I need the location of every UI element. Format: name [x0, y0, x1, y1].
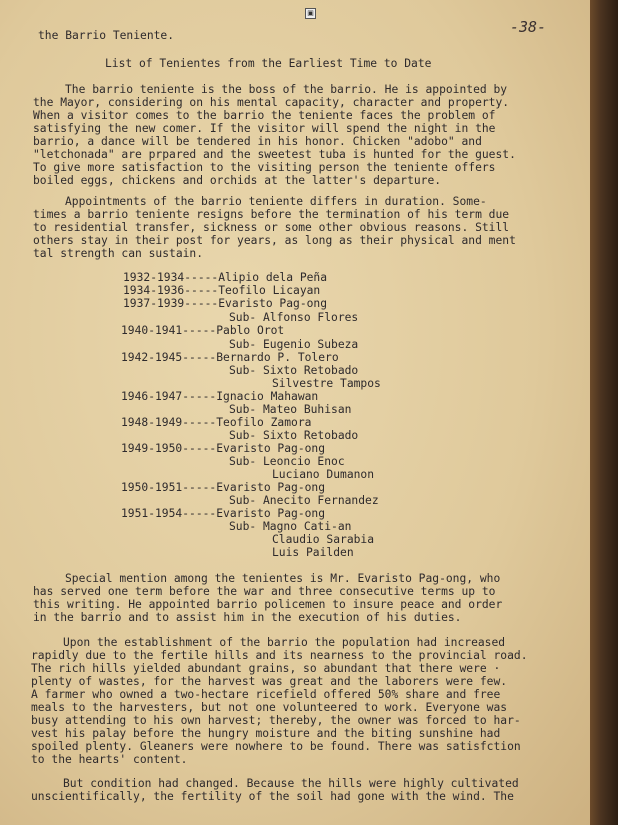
- text-line: The barrio teniente is the boss of the barrio. He is appointed by: [65, 83, 508, 96]
- text-line: vest his palay before the hungry moisture and the biting sunshine had: [31, 727, 501, 740]
- text-line: Sub- Alfonso Flores: [229, 311, 359, 324]
- text-line: Sub- Leoncio Enoc: [229, 455, 345, 468]
- text-line: Upon the establishment of the barrio the population had increased: [63, 636, 506, 649]
- text-line: 1942-1945-----Bernardo P. Tolero: [121, 351, 339, 364]
- text-line: Special mention among the tenientes is Mr. Evaristo Pag-ong, who: [65, 572, 501, 585]
- text-line: "letchonada" are prpared and the sweetest tuba is hunted for the guest.: [33, 148, 516, 161]
- text-line: Luciano Dumanon: [272, 468, 375, 481]
- text-line: 1946-1947-----Ignacio Mahawan: [121, 390, 319, 403]
- text-line: to the hearts' content.: [31, 753, 188, 766]
- text-line: in the barrio and to assist him in the execution of his duties.: [33, 611, 462, 624]
- text-line: 1940-1941-----Pablo Orot: [121, 324, 285, 337]
- text-line: 1948-1949-----Teofilo Zamora: [121, 416, 312, 429]
- text-line: Claudio Sarabia: [272, 533, 375, 546]
- text-line: Appointments of the barrio teniente differs in duration. Some-: [65, 195, 487, 208]
- text-line: Sub- Eugenio Subeza: [229, 338, 359, 351]
- text-line: this writing. He appointed barrio policemen to insure peace and order: [33, 598, 503, 611]
- text-line: 1951-1954-----Evaristo Pag-ong: [121, 507, 326, 520]
- text-line: The rich hills yielded abundant grains, so abundant that there were ·: [31, 662, 501, 675]
- text-line: 1937-1939-----Evaristo Pag-ong: [123, 297, 328, 310]
- text-line: A farmer who owned a two-hectare ricefield offered 50% share and free: [31, 688, 501, 701]
- text-line: When a visitor comes to the barrio the teniente faces the problem of: [33, 109, 496, 122]
- text-line: times a barrio teniente resigns before the termination of his term due: [33, 208, 510, 221]
- text-line: Silvestre Tampos: [272, 377, 381, 390]
- text-line: boiled eggs, chickens and orchids at the latter's departure.: [33, 174, 442, 187]
- text-line: 1949-1950-----Evaristo Pag-ong: [121, 442, 326, 455]
- page-number: -38-: [510, 18, 547, 36]
- text-line: has served one term before the war and three consecutive terms up to: [33, 585, 496, 598]
- text-line: 1932-1934-----Alipio dela Peña: [123, 271, 328, 284]
- text-line: meals to the harvesters, but not one volunteered to work. Everyone was: [31, 701, 508, 714]
- text-line: spoiled plenty. Gleaners were nowhere to be found. There was satisfction: [31, 740, 521, 753]
- book-edge: [590, 0, 618, 825]
- text-line: plenty of wastes, for the harvest was great and the laborers were few.: [31, 675, 508, 688]
- text-line: Sub- Sixto Retobado: [229, 364, 359, 377]
- text-line: unscientifically, the fertility of the soil had gone with the wind. The: [31, 790, 514, 803]
- text-line: the Mayor, considering on his mental capacity, character and property.: [33, 96, 510, 109]
- corner-mark-icon: ▣: [305, 8, 316, 19]
- text-line: Sub- Magno Cati-an: [229, 520, 352, 533]
- text-line: to residential transfer, sickness or some other obvious reasons. Still: [33, 221, 510, 234]
- text-line: 1950-1951-----Evaristo Pag-ong: [121, 481, 326, 494]
- text-line: Sub- Sixto Retobado: [229, 429, 359, 442]
- text-line: To give more satisfaction to the visiting person the teniente offers: [33, 161, 496, 174]
- text-line: List of Tenientes from the Earliest Time to Date: [105, 57, 432, 70]
- text-line: Sub- Anecito Fernandez: [229, 494, 379, 507]
- text-line: others stay in their post for years, as long as their physical and ment: [33, 234, 516, 247]
- text-line: busy attending to his own harvest; thereby, the owner was forced to har-: [31, 714, 521, 727]
- text-line: the Barrio Teniente.: [38, 29, 175, 42]
- text-line: But condition had changed. Because the hills were highly cultivated: [63, 777, 519, 790]
- text-line: tal strength can sustain.: [33, 247, 204, 260]
- text-line: Luis Pailden: [272, 546, 354, 559]
- text-line: 1934-1936-----Teofilo Licayan: [123, 284, 321, 297]
- text-line: satisfying the new comer. If the visitor will spend the night in the: [33, 122, 496, 135]
- text-line: Sub- Mateo Buhisan: [229, 403, 352, 416]
- text-line: rapidly due to the fertile hills and its nearness to the provincial road.: [31, 649, 528, 662]
- text-line: barrio, a dance will be tendered in his honor. Chicken "adobo" and: [33, 135, 482, 148]
